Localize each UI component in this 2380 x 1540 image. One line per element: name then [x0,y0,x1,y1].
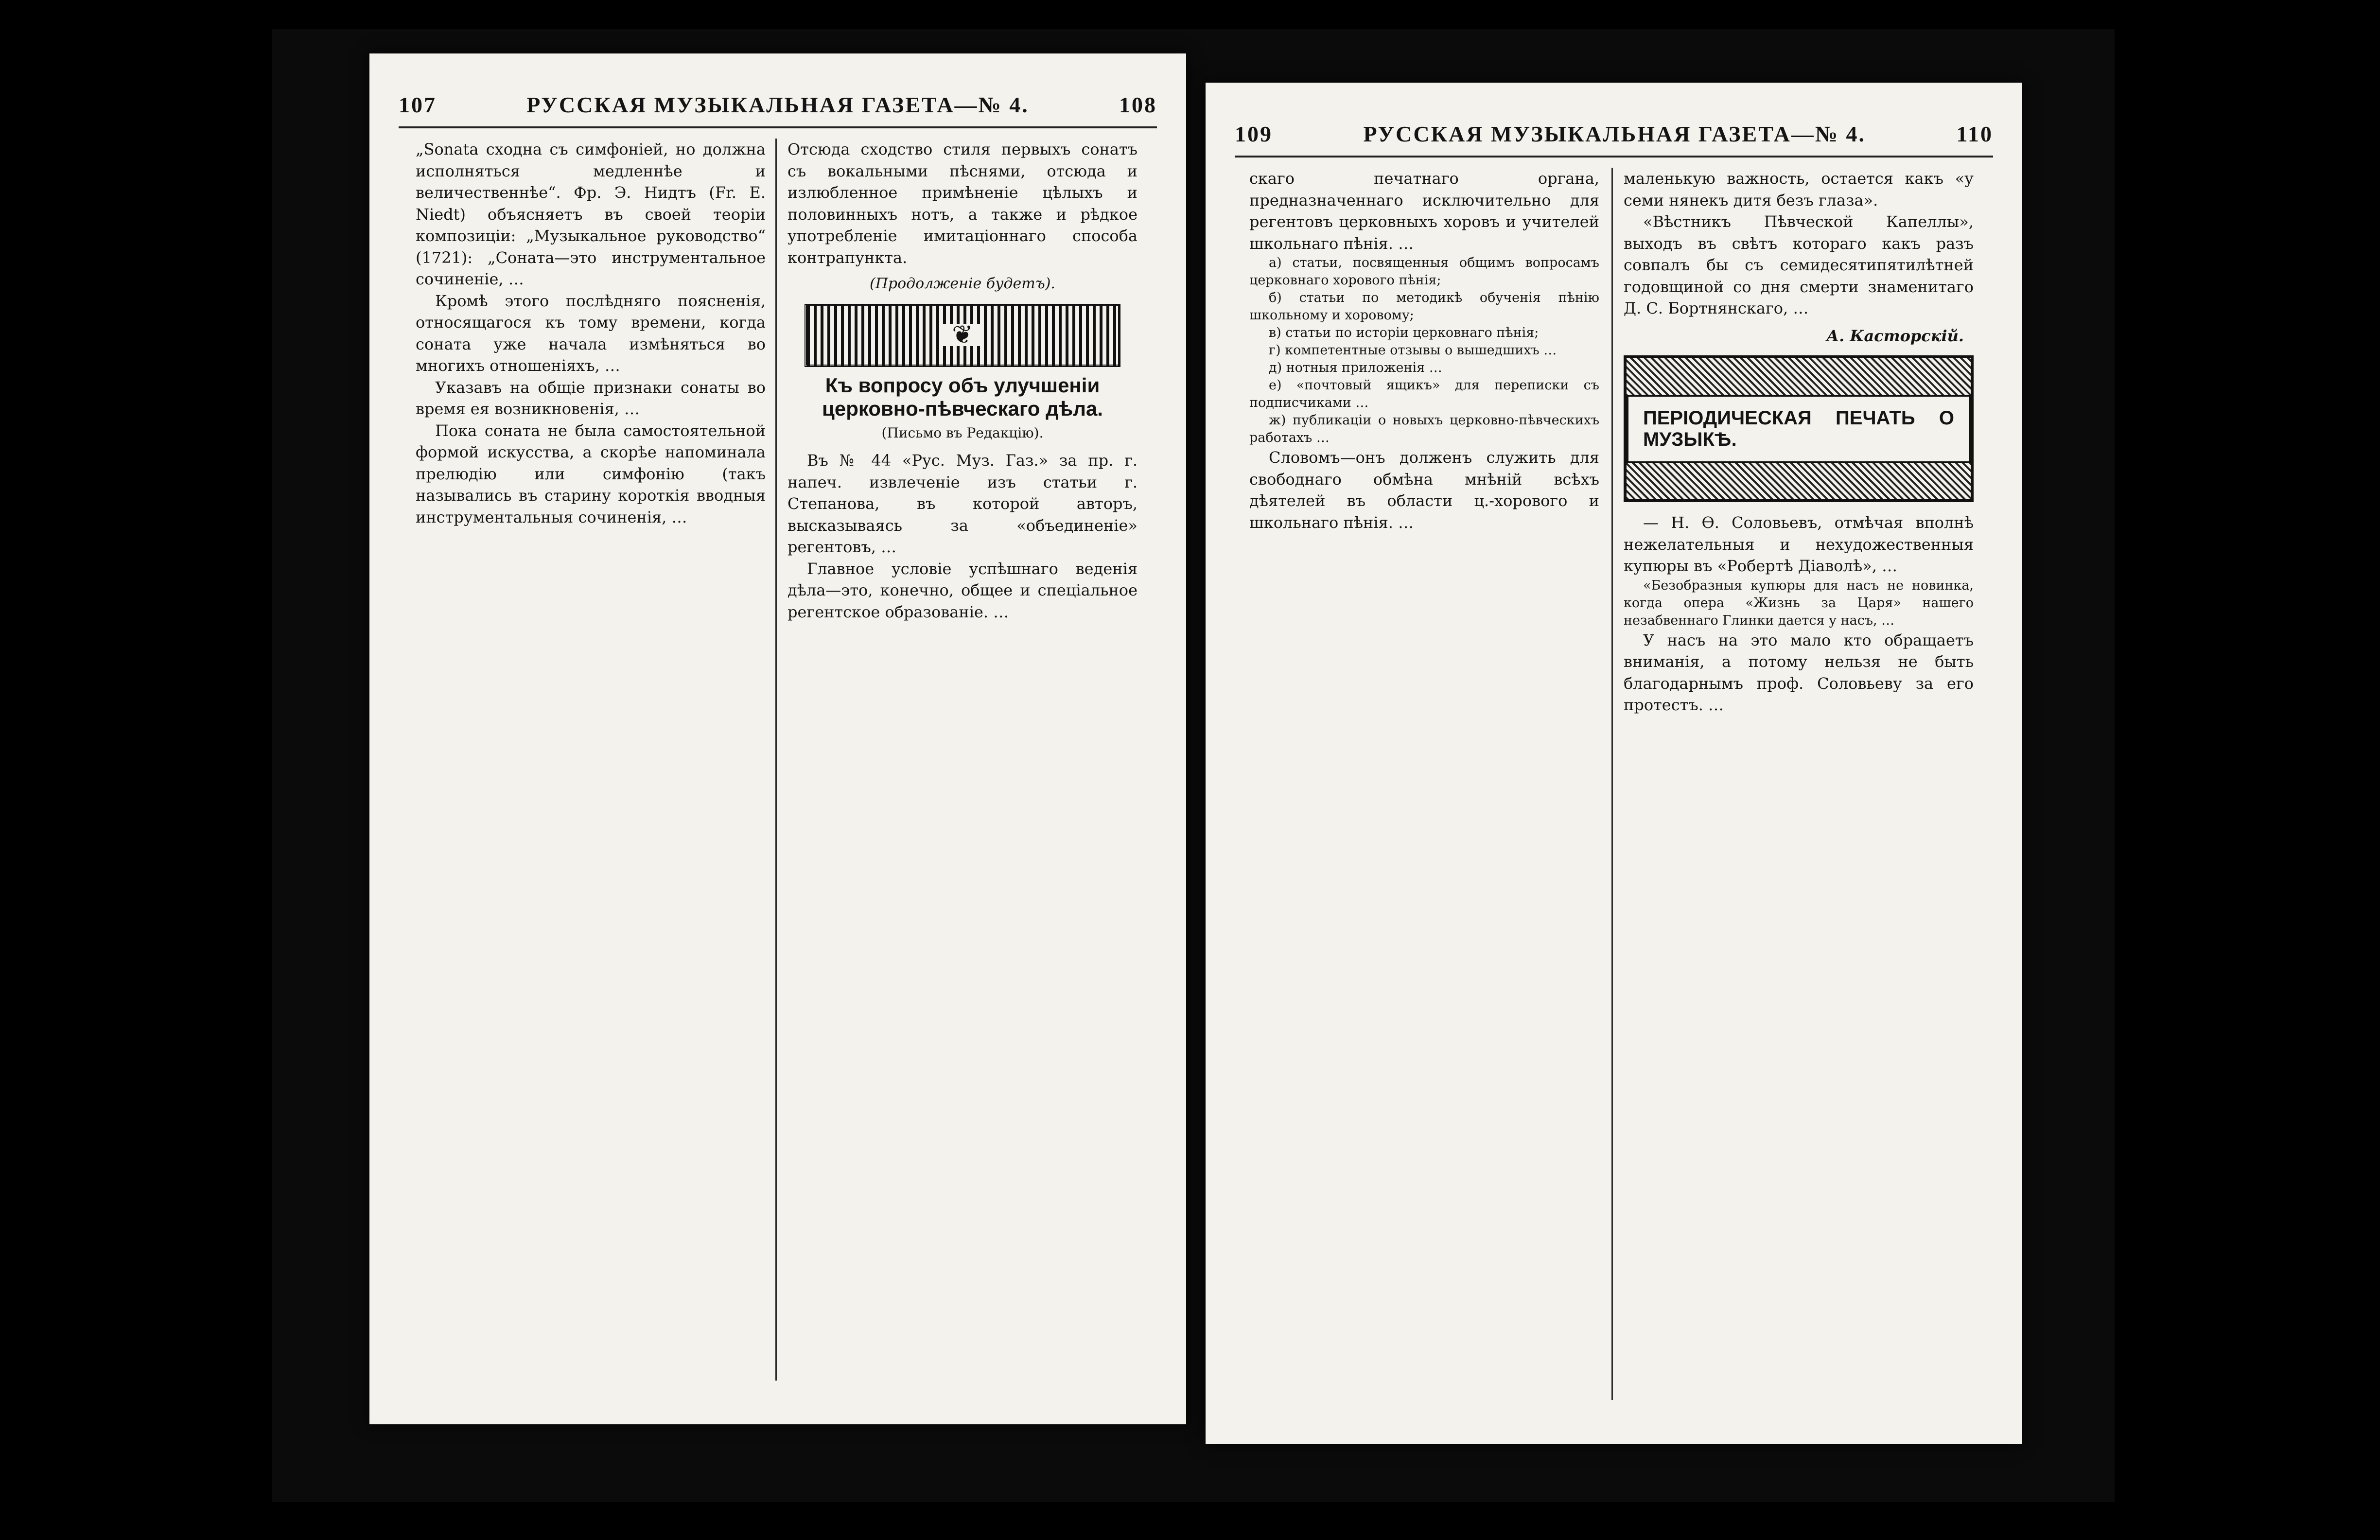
section-frame [1624,355,1974,502]
page-number: 110 [1956,121,1993,146]
section-title: ПЕРІОДИЧЕСКАЯ ПЕЧАТЬ О МУЗЫКѢ. [1627,395,1971,463]
running-header [1235,117,1993,151]
article-title: Къ вопросу объ улучшеніи церковно-пѣвческаго дѣла. [822,373,1103,420]
list-item: б) статьи по методикѣ обученія пѣнію школьному и хоровому; [1249,290,1599,323]
list-item: в) статьи по исторіи церковнаго пѣнія; [1269,325,1539,340]
column-divider [775,139,777,1381]
author-signature: А. Касторскій. [1826,326,1964,345]
column-divider [1611,168,1613,1400]
paragraph: — Н. Ѳ. Соловьевъ, отмѣчая вполнѣ нежелательныя и нехудожественныя купюры въ «Робертѣ Діаволѣ», … [1624,513,1974,575]
text-column [1624,168,1974,1405]
paragraph: маленькую важность, остается какъ «у семи нянекъ дитя безъ глаза». [1624,169,1974,210]
right-page [1206,83,2022,1444]
list-item: а) статьи, посвященныя общимъ вопросамъ церковнаго хорового пѣнія; [1249,255,1599,288]
paragraph: „Sonata сходна съ симфоніей, но должна исполняться медленнѣе и величественнѣе“. Фр. Э. Нидтъ (Fr. E. Niedt) объясняетъ въ своей теоріи композиціи: „Музыкальное руководство“ (1721): „Соната—это инструментальное сочиненіе, … [416,140,766,288]
paragraph: Отсюда сходство стиля первыхъ сонатъ съ вокальными пѣснями, отсюда и излюбленное примѣненіе цѣлыхъ и половинныхъ нотъ, а также и рѣдкое употребленіе имитаціоннаго способа контрапункта. [788,140,1138,267]
list-item: ж) публикаціи о новыхъ церковно-пѣвческихъ работахъ … [1249,413,1599,445]
left-page [369,53,1186,1424]
paragraph: «Вѣстникъ Пѣвческой Капеллы», выходъ въ свѣтъ котораго какъ разъ совпалъ бы съ семидесятипятилѣтней годовщиной со дня смерти знаменитаго Д. С. Бортнянскаго, … [1624,212,1974,317]
list-item: е) «почтовый ящикъ» для переписки съ подписчиками … [1249,378,1599,410]
header-rule [399,126,1157,128]
text-column [788,139,1138,1385]
text-column [416,139,766,1385]
newspaper-title: РУССКАЯ МУЗЫКАЛЬНАЯ ГАЗЕТА—№ 4. [1363,121,1866,146]
paragraph: Словомъ—онъ долженъ служить для свободнаго обмѣна мнѣній всѣхъ дѣятелей въ области ц.-хорового и школьнаго пѣнія. … [1249,448,1599,532]
quotation: «Безобразныя купюры для насъ не новинка, когда опера «Жизнь за Царя» нашего незабвеннаго Глинки дается у насъ, … [1624,578,1974,628]
page-number: 109 [1235,121,1273,146]
continued-note: (Продолженіе будетъ). [870,275,1055,292]
paragraph: скаго печатнаго органа, предназначеннаго исключительно для регентовъ церковныхъ хоровъ и учителей школьнаго пѣнія. … [1249,169,1599,253]
text-column [1249,168,1599,1405]
paragraph: У насъ на это мало кто обращаетъ вниманія, а потому нельзя не быть благодарнымъ проф. Соловьеву за его протестъ. … [1624,630,1974,714]
list-item: д) нотныя приложенія … [1269,360,1442,375]
paragraph: Въ № 44 «Рус. Муз. Газ.» за пр. г. напеч. извлеченіе изъ статьи г. Степанова, въ которой авторъ, высказываясь за «объединеніе» регентовъ, … [788,451,1138,556]
running-header [399,88,1157,122]
header-rule [1235,156,1993,158]
ornament-icon: ❦ [805,304,1120,367]
page-number: 108 [1119,92,1157,117]
list [1249,254,1599,447]
article-subtitle: (Письмо въ Редакцію). [881,424,1044,441]
paragraph: Указавъ на общіе признаки сонаты во время ея возникновенія, … [416,378,766,418]
newspaper-title: РУССКАЯ МУЗЫКАЛЬНАЯ ГАЗЕТА—№ 4. [526,92,1029,117]
page-number: 107 [399,92,437,117]
list-item: г) компетентные отзывы о вышедшихъ … [1269,343,1557,358]
paragraph: Пока соната не была самостоятельной формой искусства, а скорѣе напоминала прелюдію или симфонію (такъ назывались въ старину короткія вводныя инструментальныя сочиненія, … [416,421,766,526]
paragraph: Кромѣ этого послѣдняго поясненія, относящагося къ тому времени, когда соната уже начала измѣняться во многихъ отношеніяхъ, … [416,291,766,375]
paragraph: Главное условіе успѣшнаго веденія дѣла—это, конечно, общее и спеціальное регентское образованіе. … [788,559,1138,621]
